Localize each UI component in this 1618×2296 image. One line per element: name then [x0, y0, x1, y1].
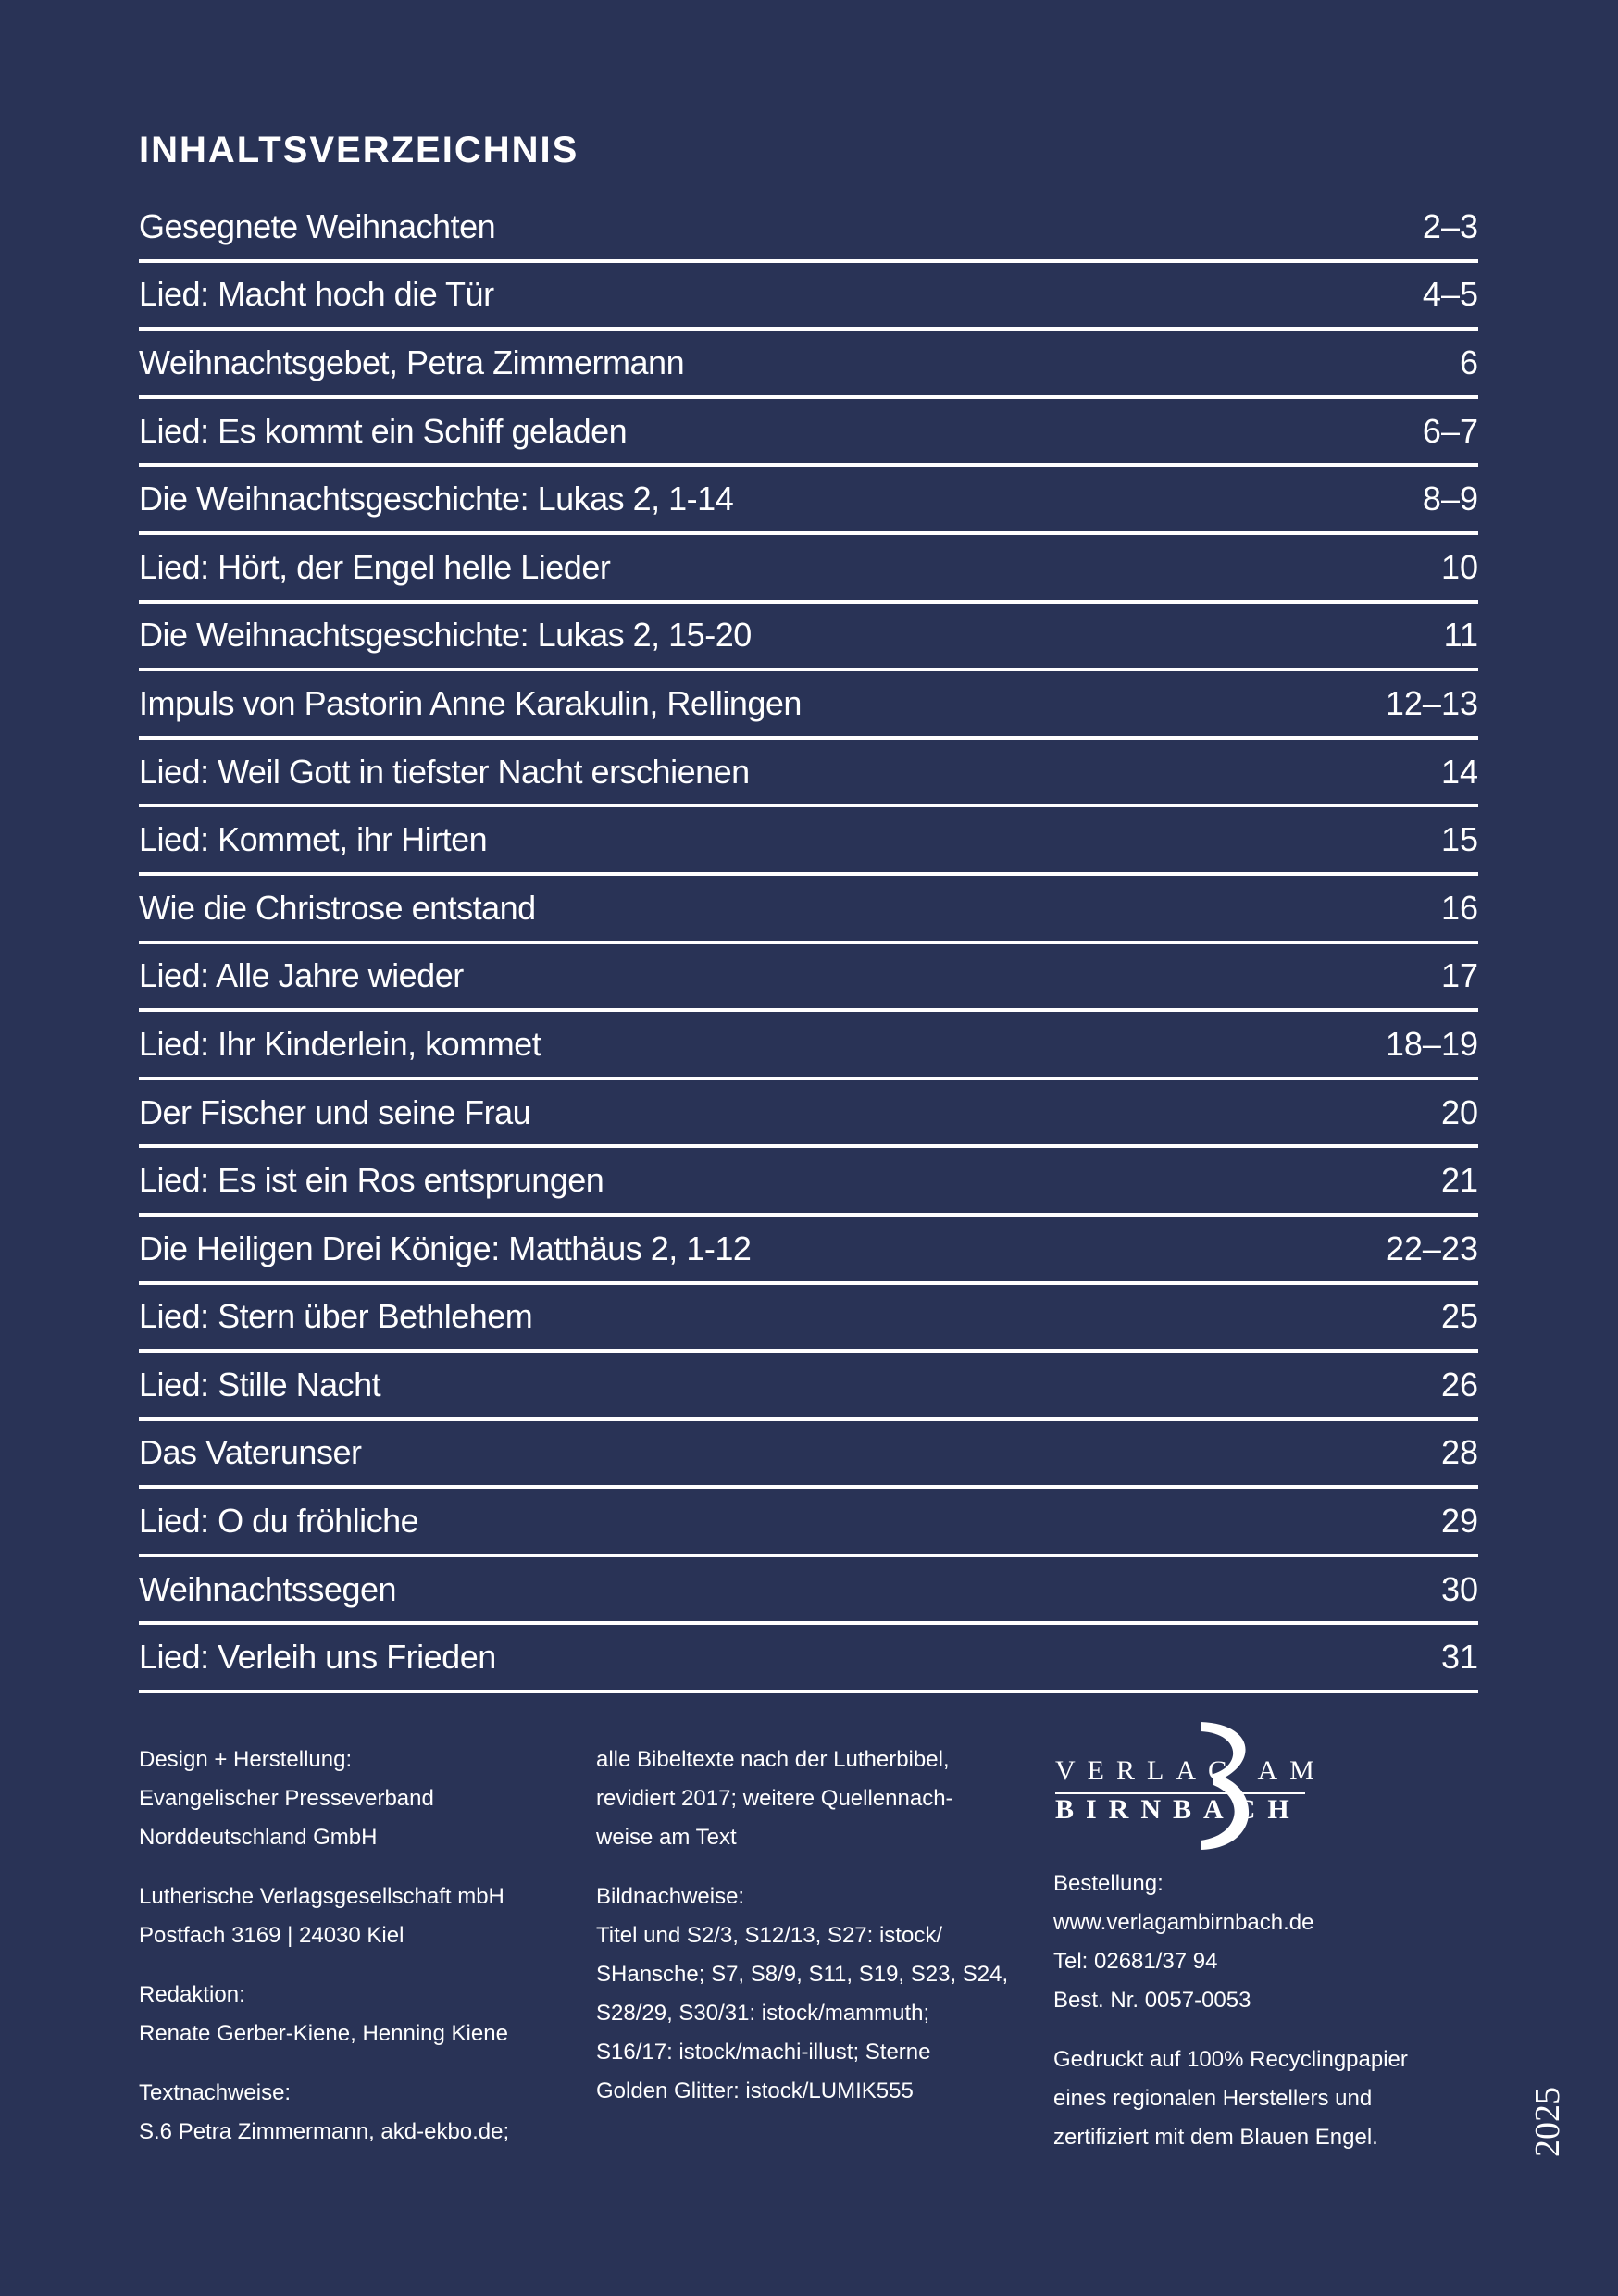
toc-entry-pages: 16 [1440, 888, 1478, 927]
toc-entry-title: Lied: Ihr Kinderlein, kommet [139, 1024, 541, 1063]
toc-entry-pages: 28 [1440, 1433, 1478, 1472]
imprint-line: Evangelischer Presseverband [139, 1786, 434, 1811]
table-of-contents [139, 194, 1478, 1693]
toc-row [139, 263, 1478, 331]
imprint-block [139, 1976, 574, 2053]
imprint-block [1053, 1865, 1461, 2020]
toc-entry-title: Die Heiligen Drei Könige: Matthäus 2, 1-12 [139, 1229, 752, 1267]
toc-entry-title: Lied: Alle Jahre wieder [139, 956, 464, 995]
imprint-line: eines regionalen Herstellers und [1053, 2086, 1373, 2111]
imprint-block [1053, 2040, 1461, 2157]
toc-entry-pages: 31 [1440, 1638, 1478, 1677]
imprint-line: weise am Text [596, 1825, 737, 1850]
toc-entry-title: Der Fischer und seine Frau [139, 1092, 531, 1131]
toc-entry-pages: 8–9 [1422, 480, 1478, 518]
edition-year: 2025 [1528, 2087, 1567, 2157]
imprint-line: Lutherische Verlagsgesellschaft mbH [139, 1884, 504, 1909]
toc-entry-pages: 14 [1440, 752, 1478, 791]
imprint-line: Postfach 3169 | 24030 Kiel [139, 1923, 404, 1948]
toc-entry-pages: 12–13 [1385, 683, 1478, 722]
imprint-column-order [1053, 1741, 1461, 2177]
toc-row [139, 1080, 1478, 1149]
toc-entry-title: Lied: Verleih uns Frieden [139, 1638, 496, 1677]
imprint-line: Best. Nr. 0057-0053 [1053, 1988, 1251, 2013]
toc-entry-pages: 18–19 [1385, 1024, 1478, 1063]
toc-entry-title: Lied: Stille Nacht [139, 1365, 381, 1404]
toc-entry-title: Die Weihnachtsgeschichte: Lukas 2, 1-14 [139, 480, 734, 518]
toc-entry-title: Lied: Kommet, ihr Hirten [139, 820, 488, 859]
logo-line-2: BIRNBACH [1055, 1794, 1301, 1825]
imprint-block [596, 1878, 1031, 2111]
toc-entry-pages: 10 [1440, 547, 1478, 586]
toc-row [139, 1285, 1478, 1354]
toc-entry-title: Die Weihnachtsgeschichte: Lukas 2, 15-20 [139, 616, 752, 655]
imprint-line: zertifiziert mit dem Blauen Engel. [1053, 2125, 1378, 2150]
toc-row [139, 194, 1478, 263]
imprint-line: S.6 Petra Zimmermann, akd-ekbo.de; [139, 2119, 510, 2144]
toc-row [139, 1148, 1478, 1217]
publisher-logo [1053, 1722, 1326, 1852]
imprint-block [596, 1741, 1031, 1857]
imprint-line: Design + Herstellung: [139, 1747, 353, 1772]
toc-row [139, 1217, 1478, 1285]
imprint-line: revidiert 2017; weitere Quellennach- [596, 1786, 953, 1811]
toc-entry-title: Gesegnete Weihnachten [139, 206, 496, 245]
toc-row [139, 876, 1478, 944]
toc-row [139, 331, 1478, 399]
toc-entry-title: Weihnachtssegen [139, 1569, 397, 1608]
imprint-line: Tel: 02681/37 94 [1053, 1949, 1218, 1974]
imprint-block [139, 2074, 574, 2152]
toc-row [139, 1421, 1478, 1490]
toc-entry-pages: 25 [1440, 1297, 1478, 1336]
imprint-column-credits [139, 1741, 574, 2172]
toc-entry-title: Wie die Christrose entstand [139, 888, 536, 927]
imprint-block [139, 1741, 574, 1857]
toc-entry-pages: 21 [1440, 1161, 1478, 1200]
imprint-line: Bestellung: [1053, 1871, 1164, 1896]
imprint-line: Textnachweise: [139, 2080, 292, 2105]
imprint-block [139, 1878, 574, 1955]
imprint-line: Titel und S2/3, S12/13, S27: istock/ [596, 1923, 942, 1948]
imprint-line: S16/17: istock/machi-illust; Sterne [596, 2040, 931, 2065]
toc-row [139, 740, 1478, 808]
imprint-line: Golden Glitter: istock/LUMIK555 [596, 2078, 914, 2103]
imprint-line: www.verlagambirnbach.de [1053, 1910, 1314, 1935]
imprint-line: S28/29, S30/31: istock/mammuth; [596, 2001, 930, 2026]
toc-entry-pages: 20 [1440, 1092, 1478, 1131]
toc-entry-title: Lied: Es kommt ein Schiff geladen [139, 411, 628, 450]
toc-entry-pages: 22–23 [1385, 1229, 1478, 1267]
toc-row [139, 1012, 1478, 1080]
toc-entry-title: Lied: Es ist ein Ros entsprungen [139, 1161, 604, 1200]
toc-entry-pages: 11 [1443, 616, 1478, 655]
toc-row [139, 1625, 1478, 1693]
toc-entry-title: Lied: Weil Gott in tiefster Nacht erschienen [139, 752, 750, 791]
imprint-line: Norddeutschland GmbH [139, 1825, 378, 1850]
imprint-line: Gedruckt auf 100% Recyclingpapier [1053, 2047, 1408, 2072]
toc-entry-title: Lied: Hört, der Engel helle Lieder [139, 547, 611, 586]
toc-row [139, 1353, 1478, 1421]
toc-row [139, 535, 1478, 604]
toc-entry-title: Impuls von Pastorin Anne Karakulin, Rellingen [139, 683, 802, 722]
toc-entry-title: Lied: Macht hoch die Tür [139, 275, 494, 314]
imprint-line: Renate Gerber-Kiene, Henning Kiene [139, 2021, 508, 2046]
toc-entry-pages: 17 [1440, 956, 1478, 995]
toc-entry-pages: 4–5 [1422, 275, 1478, 314]
toc-entry-pages: 30 [1440, 1569, 1478, 1608]
page-title: INHALTSVERZEICHNIS [139, 130, 579, 170]
toc-entry-pages: 15 [1440, 820, 1478, 859]
toc-entry-pages: 6 [1459, 343, 1478, 381]
toc-row [139, 467, 1478, 535]
toc-row [139, 807, 1478, 876]
toc-entry-title: Das Vaterunser [139, 1433, 362, 1472]
toc-row [139, 1489, 1478, 1557]
imprint-line: Redaktion: [139, 1982, 245, 2007]
toc-entry-title: Lied: Stern über Bethlehem [139, 1297, 533, 1336]
toc-row [139, 399, 1478, 468]
toc-row [139, 671, 1478, 740]
toc-entry-pages: 29 [1440, 1502, 1478, 1541]
toc-entry-pages: 6–7 [1422, 411, 1478, 450]
toc-row [139, 944, 1478, 1013]
toc-row [139, 1557, 1478, 1626]
order-info [1053, 1865, 1461, 2157]
imprint-line: Bildnachweise: [596, 1884, 745, 1909]
imprint-column-sources [596, 1741, 1031, 2131]
toc-entry-title: Weihnachtsgebet, Petra Zimmermann [139, 343, 685, 381]
imprint-line: alle Bibeltexte nach der Lutherbibel, [596, 1747, 950, 1772]
logo-line-1: VERLAG AM [1055, 1755, 1326, 1786]
imprint-line: SHansche; S7, S8/9, S11, S19, S23, S24, [596, 1962, 1009, 1987]
toc-entry-title: Lied: O du fröhliche [139, 1502, 419, 1541]
toc-entry-pages: 26 [1440, 1365, 1478, 1404]
toc-row [139, 604, 1478, 672]
toc-entry-pages: 2–3 [1422, 206, 1478, 245]
